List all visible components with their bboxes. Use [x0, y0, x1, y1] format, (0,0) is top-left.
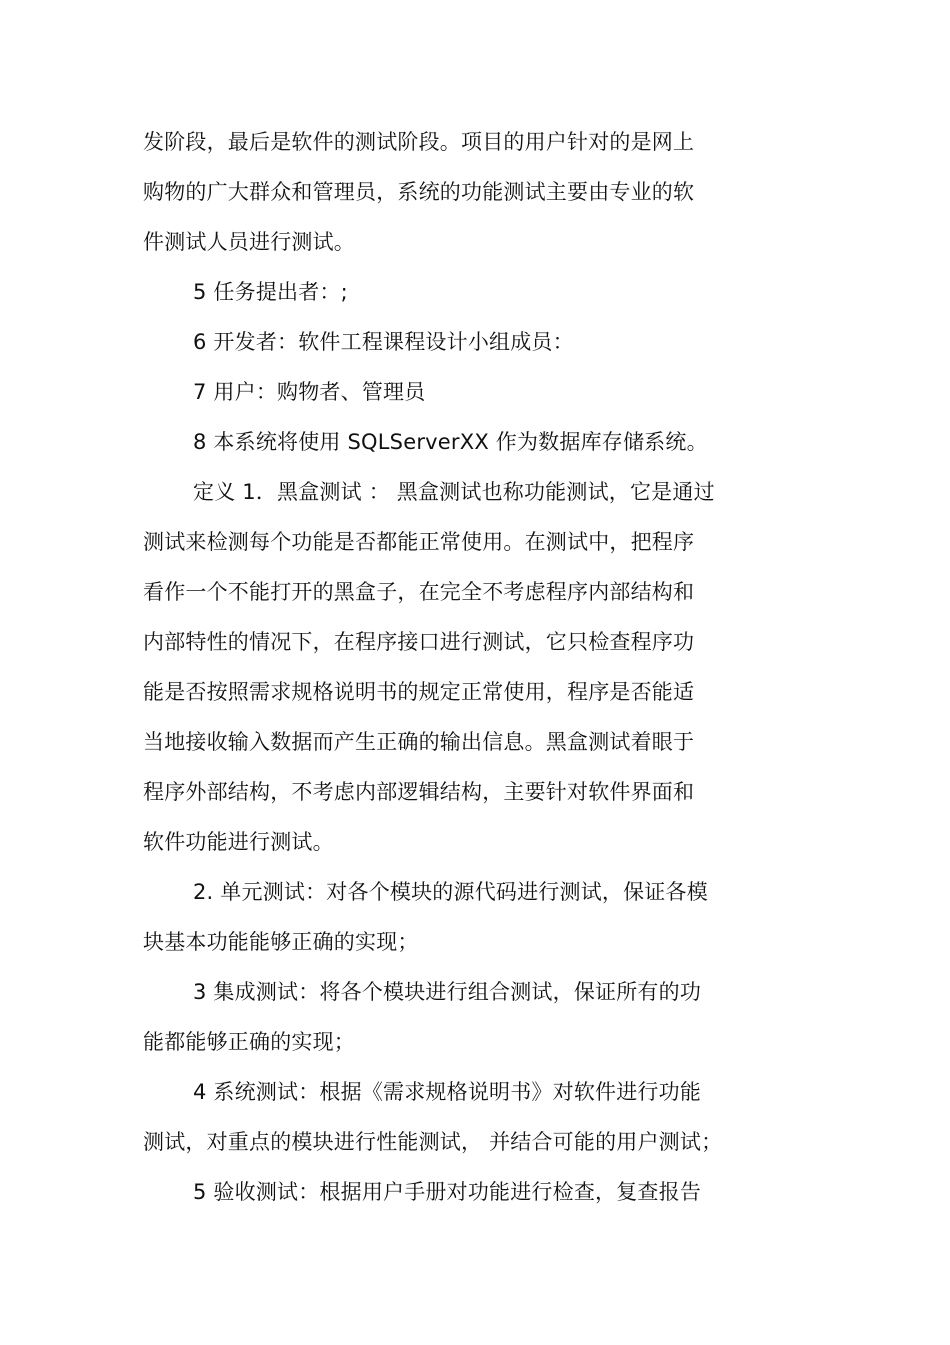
text-line: 5 验收测试：根据用户手册对功能进行检查，复查报告: [193, 1180, 702, 1204]
text-line: 软件功能进行测试。: [143, 830, 334, 854]
text-line: 定义 1．黑盒测试 ： 黑盒测试也称功能测试，它是通过: [193, 480, 715, 504]
text-line: 6 开发者：软件工程课程设计小组成员：: [193, 330, 574, 354]
text-line: 8 本系统将使用 SQLServerXX 作为数据库存储系统。: [193, 430, 708, 454]
text-line: 内部特性的情况下，在程序接口进行测试，它只检查程序功: [143, 630, 695, 654]
text-line: 能都能够正确的实现；: [143, 1030, 355, 1054]
text-line: 件测试人员进行测试。: [143, 230, 355, 254]
text-line: 能是否按照需求规格说明书的规定正常使用，程序是否能适: [143, 680, 695, 704]
text-line: 程序外部结构，不考虑内部逻辑结构，主要针对软件界面和: [143, 780, 695, 804]
text-line: 2. 单元测试：对各个模块的源代码进行测试，保证各模: [193, 880, 708, 904]
text-line: 看作一个不能打开的黑盒子，在完全不考虑程序内部结构和: [143, 580, 695, 604]
text-line: 测试，对重点的模块进行性能测试， 并结合可能的用户测试；: [143, 1130, 723, 1154]
text-line: 4 系统测试：根据《需求规格说明书》对软件进行功能: [193, 1080, 702, 1104]
text-line: 测试来检测每个功能是否都能正常使用。在测试中，把程序: [143, 530, 695, 554]
text-line: 购物的广大群众和管理员，系统的功能测试主要由专业的软: [143, 180, 695, 204]
text-line: 当地接收输入数据而产生正确的输出信息。黑盒测试着眼于: [143, 730, 695, 754]
text-line: 发阶段，最后是软件的测试阶段。项目的用户针对的是网上: [143, 130, 695, 154]
text-line: 块基本功能能够正确的实现；: [143, 930, 419, 954]
text-line: 5 任务提出者：;: [193, 280, 348, 304]
text-line: 3 集成测试：将各个模块进行组合测试，保证所有的功: [193, 980, 702, 1004]
text-line: 7 用户：购物者、管理员: [193, 380, 426, 404]
